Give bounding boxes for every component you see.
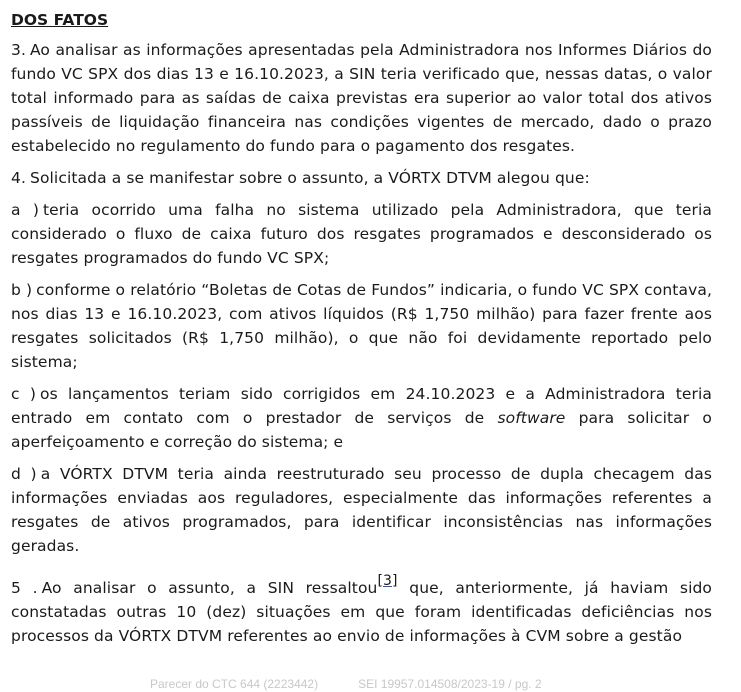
item-a bbox=[11, 198, 712, 270]
paragraph-3 bbox=[11, 38, 712, 158]
item-letter: a ) bbox=[11, 201, 39, 219]
paragraph-number: 5 . bbox=[11, 579, 38, 597]
paragraph-5 bbox=[11, 573, 713, 648]
document-page bbox=[11, 8, 712, 656]
item-letter: d ) bbox=[11, 465, 37, 483]
item-text: os lançamentos teriam sido corrigidos em 24.10.2023 e a Administradora teria entrado em contato com o prestador de serviços de bbox=[11, 385, 712, 427]
footnote-link[interactable]: [3] bbox=[377, 573, 398, 589]
item-text: a VÓRTX DTVM teria ainda reestruturado seu processo de dupla checagem das informações enviadas aos reguladores, especialmente das informações referentes a resgates de ativos programados, para identificar inconsistências nas informações geradas. bbox=[11, 465, 712, 555]
paragraph-text: Ao analisar as informações apresentadas pela Administradora nos Informes Diários do fundo VC SPX dos dias 13 e 16.10.2023, a SIN teria verificado que, nessas datas, o valor total informado para as saídas de caixa previstas era superior ao valor total dos ativos passíveis de liquidação financeira nas condições vigentes de mercado, dado o prazo estabelecido no regulamento do fundo para o pagamento dos resgates. bbox=[11, 41, 712, 155]
item-d bbox=[11, 462, 712, 558]
footer-document-id: Parecer do CTC 644 (2223442) bbox=[150, 677, 319, 691]
item-letter: c ) bbox=[11, 385, 36, 403]
paragraph-text: Ao analisar o assunto, a SIN ressaltou bbox=[41, 579, 378, 597]
item-b bbox=[11, 278, 712, 374]
paragraph-text: Solicitada a se manifestar sobre o assunto, a VÓRTX DTVM alegou que: bbox=[30, 169, 590, 187]
footer-process-page: SEI 19957.014508/2023-19 / pg. 2 bbox=[358, 677, 542, 691]
item-text: teria ocorrido uma falha no sistema utilizado pela Administradora, que teria considerado o fluxo de caixa futuro dos resgates programados e desconsiderado os resgates programados do fundo VC SPX; bbox=[11, 201, 712, 267]
paragraph-text: que, anteriormente, já haviam sido constatadas outras 10 (dez) situações em que foram identificadas deficiências nos processos da VÓRTX DTVM referentes ao envio de informações à CVM sobre a gestão bbox=[11, 579, 713, 645]
paragraph-4 bbox=[11, 166, 712, 190]
item-c bbox=[11, 382, 712, 454]
paragraph-number: 3. bbox=[11, 41, 26, 59]
section-heading: DOS FATOS bbox=[11, 11, 109, 29]
item-letter: b ) bbox=[11, 281, 33, 299]
page-footer bbox=[150, 677, 542, 691]
item-text-italic: software bbox=[497, 409, 566, 427]
paragraph-number: 4. bbox=[11, 169, 26, 187]
item-text: para solicitar o aperfeiçoamento e correção do sistema; e bbox=[11, 409, 712, 451]
item-text: conforme o relatório “Boletas de Cotas de Fundos” indicaria, o fundo VC SPX contava, nos dias 13 e 16.10.2023, com ativos líquidos (R$ 1,750 milhão) para fazer frente aos resgates solicitados (R$ 1,750 milhão), o que não foi devidamente reportado pelo sistema; bbox=[11, 281, 712, 371]
